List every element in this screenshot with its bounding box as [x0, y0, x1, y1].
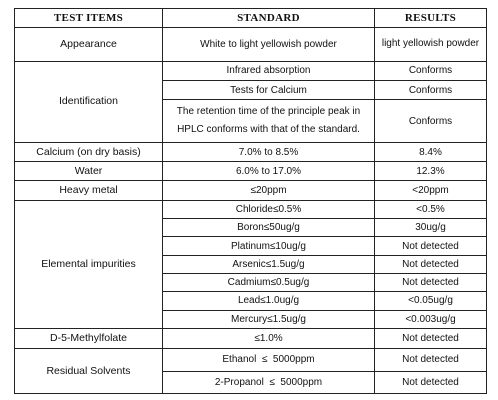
- row-water: [15, 162, 487, 181]
- standard-calcium: 7.0% to 8.5%: [163, 142, 375, 161]
- result-ethanol: Not detected: [375, 349, 487, 371]
- item-appearance: Appearance: [15, 28, 163, 62]
- result-cadmium: Not detected: [375, 273, 487, 291]
- standard-identification-calcium: Tests for Calcium: [163, 80, 375, 99]
- item-identification: Identification: [15, 61, 163, 142]
- result-mercury: <0.003ug/g: [375, 310, 487, 328]
- item-methylfolate: D-5-Methylfolate: [15, 328, 163, 348]
- standard-mercury: Mercury≤1.5ug/g: [163, 310, 375, 328]
- result-water: 12.3%: [375, 162, 487, 181]
- standard-boron: Boron≤50ug/g: [163, 219, 375, 237]
- standard-2-propanol: 2-Propanol ≤ 5000ppm: [163, 371, 375, 393]
- row-appearance: [15, 28, 487, 62]
- result-identification-hplc: Conforms: [375, 100, 487, 143]
- result-identification-ir: Conforms: [375, 61, 487, 80]
- row-heavy-metal: [15, 181, 487, 200]
- standard-chloride: Chloride≤0.5%: [163, 200, 375, 218]
- standard-water: 6.0% to 17.0%: [163, 162, 375, 181]
- row-residual-1: [15, 349, 487, 371]
- standard-identification-hplc: The retention time of the principle peak in HPLC conforms with that of the standard.: [163, 100, 375, 143]
- row-identification-1: [15, 61, 487, 80]
- header-test-items: TEST ITEMS: [15, 9, 163, 28]
- result-arsenic: Not detected: [375, 255, 487, 273]
- row-methylfolate: [15, 328, 487, 348]
- item-elemental-impurities: Elemental impurities: [15, 200, 163, 328]
- result-appearance: light yellowish powder: [375, 28, 487, 62]
- result-methylfolate: Not detected: [375, 328, 487, 348]
- row-calcium: [15, 142, 487, 161]
- standard-heavy-metal: ≤20ppm: [163, 181, 375, 200]
- test-results-table: [14, 8, 487, 394]
- standard-identification-ir: Infrared absorption: [163, 61, 375, 80]
- row-elemental-1: [15, 200, 487, 218]
- result-heavy-metal: <20ppm: [375, 181, 487, 200]
- result-boron: 30ug/g: [375, 219, 487, 237]
- item-water: Water: [15, 162, 163, 181]
- header-row: [15, 9, 487, 28]
- item-residual-solvents: Residual Solvents: [15, 349, 163, 394]
- standard-ethanol: Ethanol ≤ 5000ppm: [163, 349, 375, 371]
- standard-methylfolate: ≤1.0%: [163, 328, 375, 348]
- standard-lead: Lead≤1.0ug/g: [163, 292, 375, 310]
- standard-platinum: Platinum≤10ug/g: [163, 237, 375, 255]
- result-platinum: Not detected: [375, 237, 487, 255]
- result-chloride: <0.5%: [375, 200, 487, 218]
- header-standard: STANDARD: [163, 9, 375, 28]
- standard-cadmium: Cadmium≤0.5ug/g: [163, 273, 375, 291]
- standard-arsenic: Arsenic≤1.5ug/g: [163, 255, 375, 273]
- result-2-propanol: Not detected: [375, 371, 487, 393]
- result-lead: <0.05ug/g: [375, 292, 487, 310]
- header-results: RESULTS: [375, 9, 487, 28]
- standard-appearance: White to light yellowish powder: [163, 28, 375, 62]
- result-identification-calcium: Conforms: [375, 80, 487, 99]
- item-heavy-metal: Heavy metal: [15, 181, 163, 200]
- item-calcium: Calcium (on dry basis): [15, 142, 163, 161]
- result-calcium: 8.4%: [375, 142, 487, 161]
